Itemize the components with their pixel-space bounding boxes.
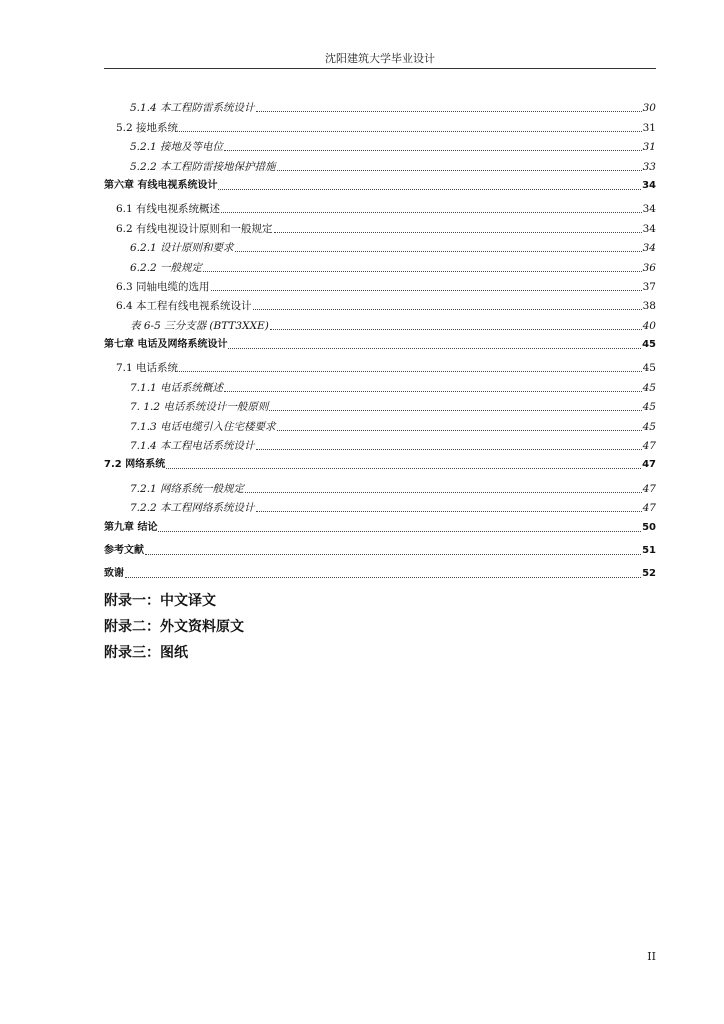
toc-leader-dots (270, 328, 642, 330)
toc-entry-page: 36 (642, 261, 656, 274)
toc-entry-title: 6.1 有线电视系统概述 (116, 203, 221, 216)
toc-entry-title: 第七章 电话及网络系统设计 (104, 339, 228, 351)
toc-entry-title: 6.2 有线电视设计原则和一般规定 (116, 222, 273, 235)
appendix-heading[interactable]: 附录二：外文资料原文 (104, 619, 244, 635)
toc-entry-title: 5.2 接地系统 (116, 121, 179, 134)
toc-entry[interactable] (104, 255, 656, 274)
toc-leader-dots (203, 270, 642, 272)
toc-entry-title: 7.2.1 网络系统一般规定 (130, 482, 245, 495)
toc-entry-title: 6.4 本工程有线电视系统设计 (116, 300, 252, 313)
toc-entry-title: 7.1.3 电话电缆引入住宅楼要求 (130, 420, 276, 433)
toc-chapter-entry[interactable] (104, 333, 656, 352)
toc-leader-dots (228, 347, 641, 349)
toc-entry-page: 34 (642, 179, 656, 191)
toc-entry-title: 7.2.2 本工程网络系统设计 (130, 502, 255, 515)
toc-entry[interactable] (104, 356, 656, 375)
toc-entry-page: 47 (642, 482, 656, 495)
toc-entry-page: 47 (642, 459, 656, 471)
toc-entry-title: 6.2.2 一般规定 (130, 261, 203, 274)
toc-entry-page: 31 (642, 141, 656, 154)
toc-entry-title: 7.1.1 电话系统概述 (130, 381, 224, 394)
page-number: II (647, 950, 656, 963)
toc-leader-dots (125, 576, 641, 578)
toc-leader-dots (274, 231, 642, 233)
toc-entry-title: 5.2.1 接地及等电位 (130, 141, 224, 154)
toc-entry-title: 7.2 网络系统 (104, 459, 166, 471)
toc-entry-title: 表 6-5 三分支器 (BTT3XXE) (130, 319, 269, 332)
toc-entry-page: 40 (642, 319, 656, 332)
toc-entry-page: 45 (642, 362, 656, 375)
toc-entry[interactable] (104, 414, 656, 433)
toc-entry-page: 45 (642, 401, 656, 414)
toc-entry-title: 第六章 有线电视系统设计 (104, 179, 218, 191)
toc-entry-page: 45 (642, 420, 656, 433)
toc-entry[interactable] (104, 96, 656, 115)
toc-leader-dots (256, 510, 642, 512)
toc-entry-page: 37 (642, 280, 656, 293)
toc-entry-page: 34 (642, 222, 656, 235)
toc-leader-dots (211, 289, 642, 291)
toc-leader-dots (256, 448, 642, 450)
toc-leader-dots (277, 169, 642, 171)
toc-entry[interactable] (104, 197, 656, 216)
toc-chapter-entry[interactable] (104, 515, 656, 534)
toc-leader-dots (158, 530, 641, 532)
toc-entry[interactable] (104, 375, 656, 394)
toc-entry[interactable] (104, 216, 656, 235)
toc-entry-page: 47 (642, 502, 656, 515)
toc-entry-title: 6.3 同轴电缆的选用 (116, 280, 210, 293)
appendix-heading[interactable]: 附录一：中文译文 (104, 593, 216, 609)
toc-entry-page: 52 (642, 568, 656, 580)
toc-entry-page: 31 (642, 121, 656, 134)
toc-leader-dots (221, 211, 642, 213)
toc-entry-page: 34 (642, 203, 656, 216)
toc-entry-page: 47 (642, 440, 656, 453)
toc-leader-dots (179, 130, 642, 132)
toc-entry-page: 51 (642, 544, 656, 556)
toc-leader-dots (166, 467, 641, 469)
toc-entry-page: 34 (642, 242, 656, 255)
toc-entry-title: 第九章 结论 (104, 521, 158, 533)
toc-leader-dots (145, 553, 641, 555)
toc-entry[interactable] (104, 236, 656, 255)
toc-entry-title: 6.2.1 设计原则和要求 (130, 242, 234, 255)
toc-entry-page: 50 (642, 521, 656, 533)
toc-entry-page: 45 (642, 339, 656, 351)
toc-entry-page: 33 (642, 160, 656, 173)
toc-entry[interactable] (104, 115, 656, 134)
toc-entry[interactable] (104, 154, 656, 173)
toc-entry[interactable] (104, 395, 656, 414)
toc-chapter-entry[interactable] (104, 562, 656, 581)
toc-chapter-entry[interactable] (104, 174, 656, 193)
page-header: 沈阳建筑大学毕业设计 (104, 50, 656, 69)
toc-leader-dots (224, 390, 642, 392)
toc-entry-title: 7.1.4 本工程电话系统设计 (130, 440, 255, 453)
toc-entry[interactable] (104, 313, 656, 332)
toc-leader-dots (224, 149, 642, 151)
toc-leader-dots (253, 308, 642, 310)
toc-leader-dots (218, 188, 641, 190)
toc-leader-dots (269, 409, 641, 411)
toc-entry[interactable] (104, 294, 656, 313)
toc-entry-page: 30 (642, 102, 656, 115)
toc-chapter-entry[interactable] (104, 539, 656, 558)
appendix-heading[interactable]: 附录三：图纸 (104, 645, 188, 661)
toc-entry-title: 致谢 (104, 568, 124, 580)
toc-entry[interactable] (104, 496, 656, 515)
toc-entry[interactable] (104, 434, 656, 453)
toc-leader-dots (179, 370, 642, 372)
toc-leader-dots (245, 491, 642, 493)
toc-leader-dots (277, 429, 642, 431)
toc-leader-dots (256, 110, 642, 112)
toc-entry[interactable] (104, 476, 656, 495)
toc-entry-title: 7. 1.2 电话系统设计一般原则 (130, 401, 269, 414)
toc-section-entry[interactable] (104, 453, 656, 472)
table-of-contents (104, 96, 656, 581)
toc-entry[interactable] (104, 275, 656, 294)
toc-leader-dots (235, 250, 642, 252)
toc-entry-page: 38 (642, 300, 656, 313)
toc-entry-title: 5.2.2 本工程防雷接地保护措施 (130, 160, 276, 173)
toc-entry[interactable] (104, 135, 656, 154)
toc-entry-title: 5.1.4 本工程防雷系统设计 (130, 102, 255, 115)
toc-entry-page: 45 (642, 381, 656, 394)
toc-entry-title: 参考文献 (104, 544, 144, 556)
toc-entry-title: 7.1 电话系统 (116, 362, 179, 375)
